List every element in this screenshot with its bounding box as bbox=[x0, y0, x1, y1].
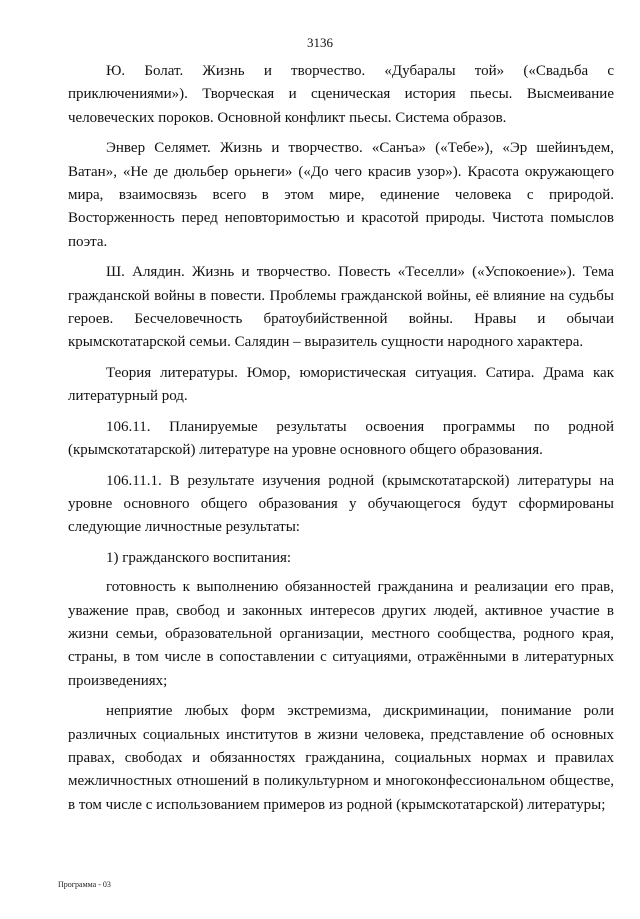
paragraph-alyadin: Ш. Алядин. Жизнь и творчество. Повесть «Теселли» («Успокоение»). Тема гражданской войны в повести. Проблемы гражданской войны, её влияние на судьбы героев. Бесчеловечность братоубийственной войны. Нравы и обычаи крымскотатарской семьи. Салядин – выразитель сущности народного характера. bbox=[68, 264, 614, 351]
paragraph-rejection: неприятие любых форм экстремизма, дискриминации, понимание роли различных социальных институтов в жизни человека, представление об основных правах, свободах и обязанностях гражданина, социальных нормах и правилах межличностных отношений в поликультурном и многоконфессиональном обществе, в том числе с использованием примеров из родной (крымскотатарской) литературы; bbox=[68, 703, 614, 813]
list-heading-civic: 1) гражданского воспитания: bbox=[106, 549, 292, 566]
body-text bbox=[68, 60, 614, 824]
paragraph-bolat: Ю. Болат. Жизнь и творчество. «Дубаралы той» («Свадьба с приключениями»). Творческая и сценическая история пьесы. Высмеивание человеческих пороков. Основной конфликт пьесы. Система образов. bbox=[68, 63, 614, 126]
paragraph-selyamet: Энвер Селямет. Жизнь и творчество. «Санъа» («Тебе»), «Эр шейинъдем, Ватан», «Не де дюльбер орьнеги» («До чего красив узор»). Красота окружающего мира, взаимосвязь всего в этом мире, единение человека с природой. Восторженность перед неповторимостью и красотой природы. Чистота помыслов поэта. bbox=[68, 140, 614, 250]
footer-label: Программа - 03 bbox=[58, 880, 111, 889]
page-number: 3136 bbox=[307, 35, 333, 50]
paragraph-readiness: готовность к выполнению обязанностей гражданина и реализации его прав, уважение прав, свобод и законных интересов других людей, активное участие в жизни семьи, образовательной организации, местного сообщества, родного края, страны, в том числе в сопоставлении с ситуациями, отражёнными в литературных произведениях; bbox=[68, 579, 614, 689]
paragraph-section-106-11-1: 106.11.1. В результате изучения родной (крымскотатарской) литературы на уровне основного общего образования у обучающегося будут сформированы следующие личностные результаты: bbox=[68, 472, 614, 536]
paragraph-section-106-11: 106.11. Планируемые результаты освоения программы по родной (крымскотатарской) литературе на уровне основного общего образования. bbox=[68, 418, 614, 459]
paragraph-theory: Теория литературы. Юмор, юмористическая ситуация. Сатира. Драма как литературный род. bbox=[68, 364, 614, 405]
